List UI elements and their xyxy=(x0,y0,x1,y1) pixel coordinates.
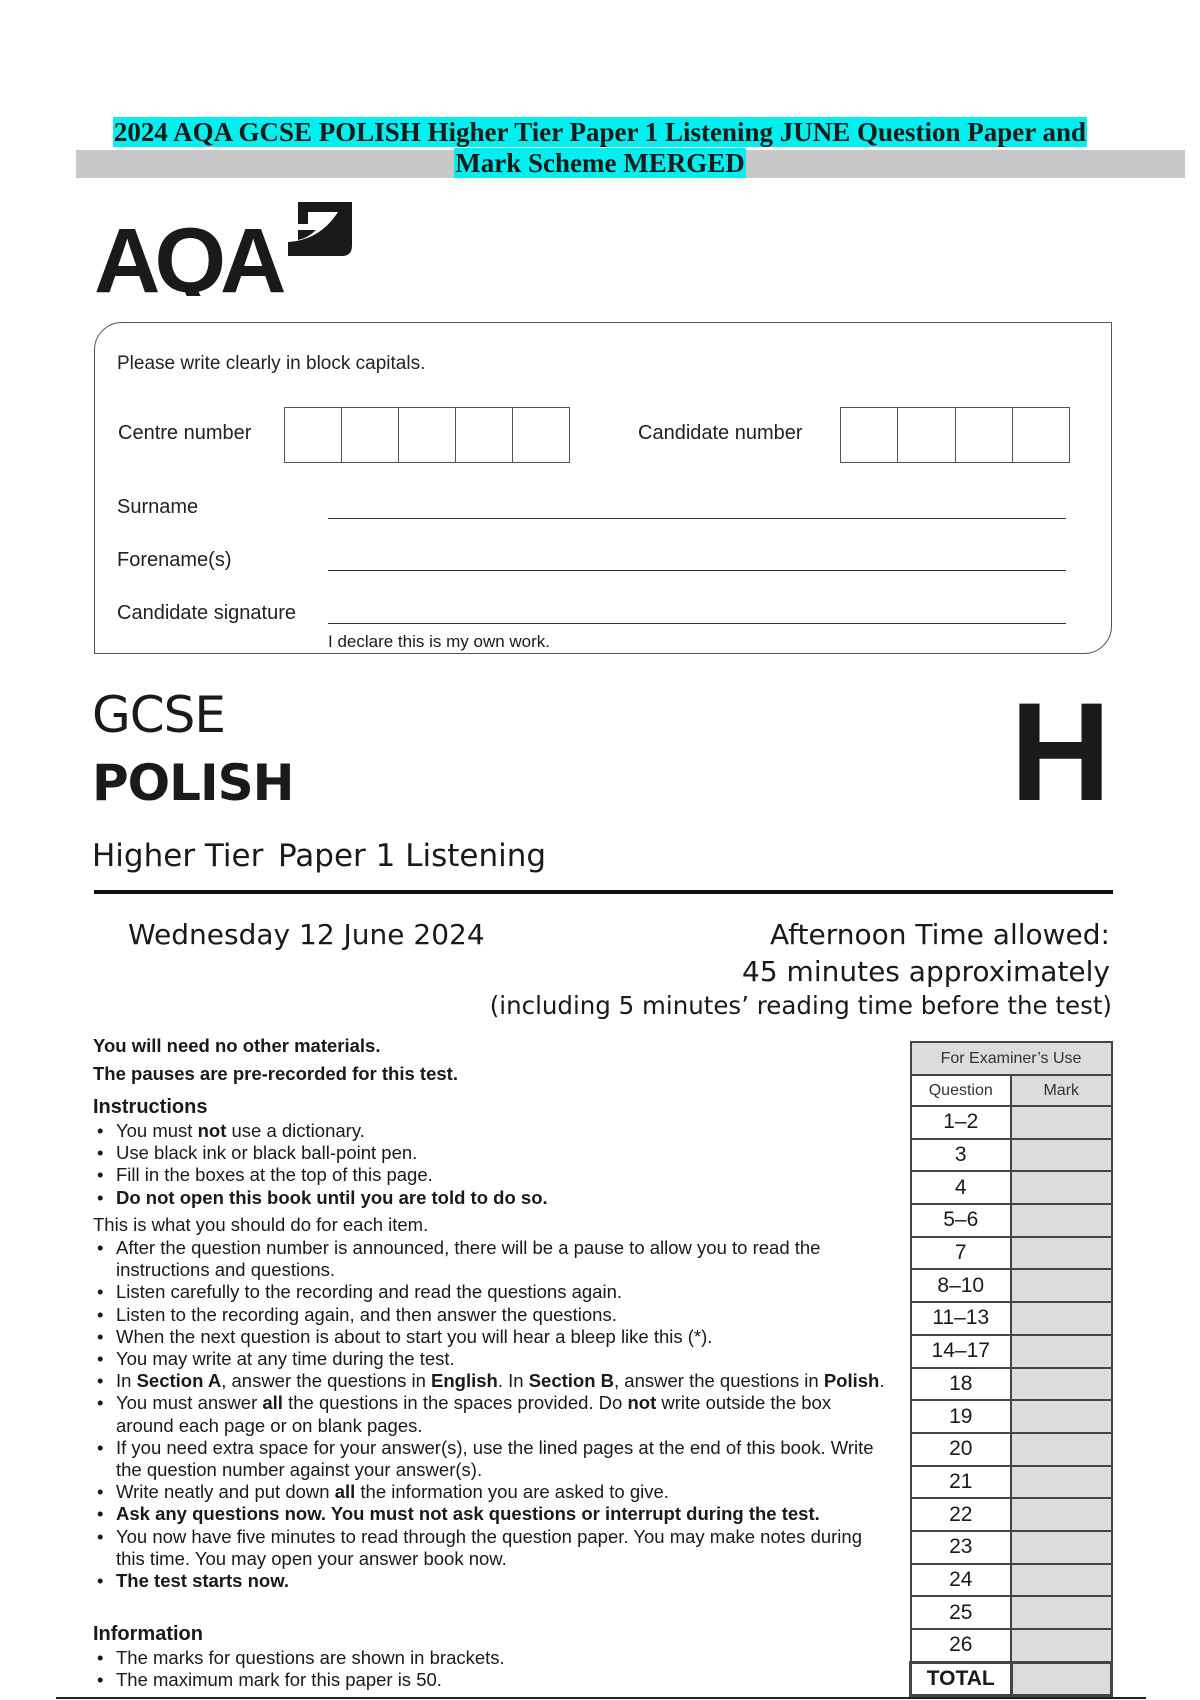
bullet-text: not xyxy=(627,1392,657,1414)
mark-cell[interactable] xyxy=(1011,1171,1112,1204)
bullet-item xyxy=(93,1647,891,1669)
bullet-item xyxy=(93,1187,891,1209)
title-rule xyxy=(94,890,1113,894)
question-number: 26 xyxy=(911,1629,1012,1662)
question-number: 11–13 xyxy=(911,1302,1012,1335)
question-number: 7 xyxy=(911,1237,1012,1270)
bullet-text: . xyxy=(879,1370,885,1392)
candidate-number-input[interactable] xyxy=(840,407,1070,463)
tier-letter: H xyxy=(1010,673,1112,830)
examiner-row xyxy=(911,1596,1112,1629)
mark-cell[interactable] xyxy=(1011,1433,1112,1466)
mark-cell[interactable] xyxy=(1011,1629,1112,1662)
centre-number-input[interactable] xyxy=(284,407,570,463)
question-number: 19 xyxy=(911,1400,1012,1433)
question-number: 25 xyxy=(911,1596,1012,1629)
aqa-logo-text: AQA xyxy=(94,210,281,296)
candidate-number-label: Candidate number xyxy=(638,422,803,444)
mark-cell[interactable] xyxy=(1011,1400,1112,1433)
bullet-text: After the question number is announced, there will be a pause to allow you to read the instructions and questions. xyxy=(116,1237,821,1281)
bullet-text: Fill in the boxes at the top of this page. xyxy=(116,1164,433,1186)
bullet-text: Write neatly and put down xyxy=(116,1481,335,1503)
column-mark-header: Mark xyxy=(1011,1075,1112,1106)
examiner-row xyxy=(911,1335,1112,1368)
bullet-text: Do not open this book until you are told to do so. xyxy=(116,1186,548,1208)
bullet-text: Use black ink or black ball-point pen. xyxy=(116,1142,418,1164)
bullet-text: You may write at any time during the test. xyxy=(116,1348,455,1370)
materials-note: You will need no other materials. xyxy=(93,1035,381,1056)
examiner-row xyxy=(911,1433,1112,1466)
question-number: 23 xyxy=(911,1531,1012,1564)
bullet-item xyxy=(93,1348,891,1370)
bullet-text: not xyxy=(197,1120,227,1141)
bullet-item xyxy=(93,1237,891,1281)
each-item-list xyxy=(93,1237,891,1592)
examiner-row xyxy=(911,1302,1112,1335)
forenames-field[interactable] xyxy=(328,570,1066,571)
mark-cell[interactable] xyxy=(1011,1269,1112,1302)
bullet-item xyxy=(93,1120,891,1142)
bullet-text: In xyxy=(116,1370,137,1392)
aqa-logo xyxy=(94,200,358,301)
mark-cell[interactable] xyxy=(1011,1531,1112,1564)
bullet-text: all xyxy=(334,1481,356,1503)
examiner-table xyxy=(909,1041,1113,1697)
question-number: 4 xyxy=(911,1171,1012,1204)
examiner-row xyxy=(911,1171,1112,1204)
bullet-text: You must answer xyxy=(116,1392,263,1414)
signature-label: Candidate signature xyxy=(117,602,297,624)
session-time: Afternoon Time allowed: xyxy=(769,918,1110,951)
bullet-text: Listen carefully to the recording and read the questions again. xyxy=(116,1281,622,1303)
bullet-text: Ask any questions now. You must not ask questions or interrupt during the test. xyxy=(116,1503,820,1525)
instructions-list xyxy=(93,1120,891,1209)
bullet-text: the questions in the spaces provided. Do xyxy=(282,1392,628,1414)
question-number: 20 xyxy=(911,1433,1012,1466)
bullet-item xyxy=(93,1370,891,1392)
mark-cell[interactable] xyxy=(1011,1139,1112,1172)
question-number: 22 xyxy=(911,1498,1012,1531)
question-number: 5–6 xyxy=(911,1204,1012,1237)
total-label: TOTAL xyxy=(911,1662,1012,1696)
mark-cell[interactable] xyxy=(1011,1368,1112,1401)
examiner-row xyxy=(911,1269,1112,1302)
bullet-text: You must xyxy=(116,1120,198,1141)
examiner-row xyxy=(911,1531,1112,1564)
bullet-item xyxy=(93,1526,891,1570)
mark-cell[interactable] xyxy=(1011,1564,1112,1597)
bullet-text: Section A xyxy=(136,1370,222,1392)
mark-cell[interactable] xyxy=(1011,1466,1112,1499)
signature-field[interactable] xyxy=(328,623,1066,624)
question-number: 18 xyxy=(911,1368,1012,1401)
mark-cell[interactable] xyxy=(1011,1106,1112,1139)
mark-cell[interactable] xyxy=(1011,1498,1112,1531)
declaration-text: I declare this is my own work. xyxy=(328,632,551,651)
examiner-row xyxy=(911,1368,1112,1401)
exam-date: Wednesday 12 June 2024 xyxy=(128,918,485,951)
information-heading: Information xyxy=(93,1623,203,1645)
bullet-text: If you need extra space for your answer(s), use the lined pages at the end of this book. Write the question number against your answer(s). xyxy=(116,1436,874,1481)
mark-cell[interactable] xyxy=(1011,1237,1112,1270)
examiner-row xyxy=(911,1139,1112,1172)
examiner-row xyxy=(911,1498,1112,1531)
bullet-item xyxy=(93,1437,891,1481)
bullet-item xyxy=(93,1281,891,1303)
bullet-text: Section B xyxy=(528,1370,615,1392)
question-number: 8–10 xyxy=(911,1269,1012,1302)
tier-label: Higher Tier xyxy=(92,838,264,874)
examiner-row xyxy=(911,1629,1112,1662)
examiner-table-title: For Examiner’s Use xyxy=(911,1042,1112,1075)
bullet-item xyxy=(93,1142,891,1164)
qualification-title: GCSE xyxy=(92,686,225,744)
bullet-text: The test starts now. xyxy=(116,1570,290,1592)
examiner-row xyxy=(911,1204,1112,1237)
mark-cell[interactable] xyxy=(1011,1302,1112,1335)
banner-text: 2024 AQA GCSE POLISH Higher Tier Paper 1 Listening JUNE Question Paper and xyxy=(113,117,1087,147)
bullet-text: , answer the questions in xyxy=(614,1370,824,1392)
bullet-item xyxy=(93,1164,891,1186)
bullet-text: When the next question is about to start you will hear a bleep like this (*). xyxy=(116,1325,713,1347)
bullet-text: English xyxy=(431,1370,498,1392)
forenames-label: Forename(s) xyxy=(117,549,232,571)
bullet-text: The maximum mark for this paper is 50. xyxy=(116,1669,442,1691)
surname-label: Surname xyxy=(117,496,199,518)
bullet-item xyxy=(93,1326,891,1348)
bullet-text: You now have five minutes to read through the question paper. You may make notes during this time. You may open your answer book now. xyxy=(116,1525,862,1569)
bullet-item xyxy=(93,1481,891,1503)
question-number: 24 xyxy=(911,1564,1012,1597)
bullet-text: The marks for questions are shown in brackets. xyxy=(116,1647,505,1668)
bullet-text: Listen to the recording again, and then answer the questions. xyxy=(116,1303,617,1325)
question-number: 14–17 xyxy=(911,1335,1012,1368)
bullet-text: , answer the questions in xyxy=(221,1370,432,1392)
question-number: 21 xyxy=(911,1466,1012,1499)
banner-line-2 xyxy=(0,148,1200,178)
each-item-intro: This is what you should do for each item. xyxy=(93,1214,429,1235)
bullet-text: all xyxy=(262,1392,283,1414)
duration-note: (including 5 minutes’ reading time before the test) xyxy=(489,991,1112,1020)
form-instruction: Please write clearly in block capitals. xyxy=(117,353,426,374)
banner-line-1 xyxy=(0,117,1200,147)
bullet-item xyxy=(93,1503,891,1525)
examiner-row xyxy=(911,1466,1112,1499)
bullet-item xyxy=(93,1304,891,1326)
examiner-row xyxy=(911,1237,1112,1270)
paper-label: Paper 1 Listening xyxy=(278,838,547,874)
duration: 45 minutes approximately xyxy=(742,955,1110,988)
surname-field[interactable] xyxy=(328,518,1066,519)
question-number: 1–2 xyxy=(911,1106,1012,1139)
banner-text: Mark Scheme MERGED xyxy=(455,148,745,178)
pauses-note: The pauses are pre-recorded for this test. xyxy=(93,1063,458,1084)
total-mark-cell[interactable] xyxy=(1011,1662,1112,1696)
mark-cell[interactable] xyxy=(1011,1596,1112,1629)
bullet-item xyxy=(93,1392,891,1436)
bullet-text: . In xyxy=(497,1370,529,1392)
subject-title: POLISH xyxy=(92,754,294,812)
examiner-row xyxy=(911,1400,1112,1433)
instructions-heading: Instructions xyxy=(93,1096,208,1118)
examiner-total-row xyxy=(911,1662,1112,1696)
bullet-text: Polish xyxy=(823,1370,880,1392)
bullet-item xyxy=(93,1570,891,1592)
examiner-row xyxy=(911,1106,1112,1139)
bullet-item xyxy=(93,1669,891,1691)
column-question-header: Question xyxy=(911,1075,1012,1106)
bullet-text: use a dictionary. xyxy=(226,1120,365,1141)
mark-cell[interactable] xyxy=(1011,1204,1112,1237)
bullet-text: write outside the box around each page or on blank pages. xyxy=(116,1392,832,1436)
information-list xyxy=(93,1647,891,1691)
question-number: 3 xyxy=(911,1139,1012,1172)
page-bottom-rule xyxy=(56,1697,1146,1699)
examiner-row xyxy=(911,1564,1112,1597)
bullet-text: the information you are asked to give. xyxy=(355,1481,669,1503)
mark-cell[interactable] xyxy=(1011,1335,1112,1368)
centre-number-label: Centre number xyxy=(118,422,252,444)
